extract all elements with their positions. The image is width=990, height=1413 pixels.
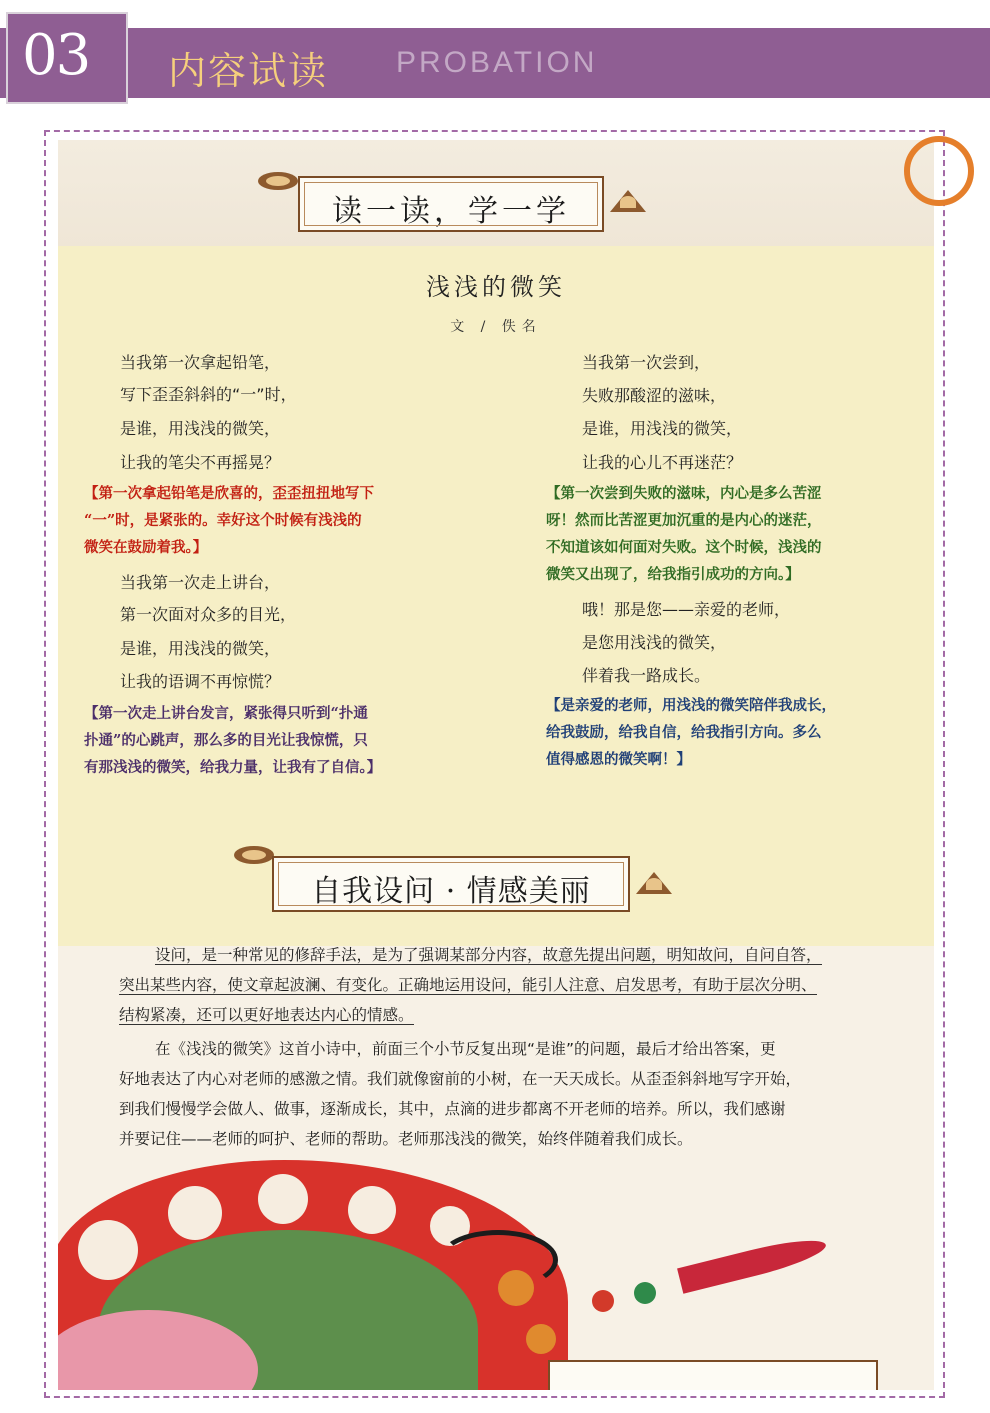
annotation-note-2 (84, 700, 381, 781)
bead-orange (498, 1270, 534, 1306)
section-number: 03 (22, 23, 90, 88)
annotation-note-4 (546, 692, 836, 773)
explanation-paragraph-1 (119, 940, 899, 1030)
poem-line: 第一次面对众多的目光， (120, 605, 297, 624)
annotation-note-1 (84, 480, 374, 561)
bead-orange (526, 1324, 556, 1354)
lotus-ornament-icon (610, 190, 646, 212)
note-line: 值得感恩的微笑啊！】 (546, 751, 691, 768)
poem-author: 文 / 佚名 (450, 319, 542, 335)
text-line: 结构紧凑，还可以更好地表达内心的情感。 (119, 1006, 414, 1024)
section-heading-read: 读一读，学一学 (332, 194, 570, 229)
poem-line: 当我第一次走上讲台， (120, 573, 281, 592)
note-line: 不知道该如何面对失败。这个时候，浅浅的 (546, 539, 822, 556)
pouch-cord (438, 1230, 558, 1290)
corner-ornament (904, 136, 974, 206)
note-line: 微笑在鼓励着我。】 (84, 539, 208, 556)
note-line: 有那浅浅的微笑，给我力量，让我有了自信。】 (84, 759, 382, 776)
note-line: 微笑又出现了，给我指引成功的方向。】 (546, 566, 800, 583)
poem-line: 让我的语调不再惊慌？ (120, 672, 281, 691)
text-line: 到我们慢慢学会做人、做事，逐渐成长，其中，点滴的进步都离不开老师的培养。所以，我们感谢 (119, 1100, 786, 1118)
note-line: 扑通”的心跳声，那么多的目光让我惊慌，只 (84, 732, 368, 749)
text-line: 并要记住——老师的呵护、老师的帮助。老师那浅浅的微笑，始终伴随着我们成长。 (119, 1130, 693, 1148)
poem-line: 是您用浅浅的微笑， (582, 633, 727, 652)
section-tag-read (298, 176, 604, 232)
poem-line: 让我的笔尖不再摇晃？ (120, 453, 281, 472)
poem-line: 当我第一次尝到， (582, 353, 711, 372)
annotation-note-3 (546, 480, 822, 588)
poem-line: 当我第一次拿起铅笔， (120, 353, 281, 372)
poem-line: 是谁，用浅浅的微笑， (120, 419, 281, 438)
text-line: 好地表达了内心对老师的感激之情。我们就像窗前的小树，在一天天成长。从歪歪斜斜地写字开始， (119, 1070, 802, 1088)
text-line: 突出某些内容，使文章起波澜、有变化。正确地运用设问，能引人注意、启发思考，有助于层次分明、 (119, 976, 817, 994)
banner-title: 内容试读 (168, 49, 329, 93)
poem-line: 让我的心儿不再迷茫？ (582, 453, 743, 472)
poem-title: 浅浅的微笑 (426, 273, 566, 301)
poem-line: 写下歪歪斜斜的“一”时， (120, 385, 297, 404)
poem-line: 是谁，用浅浅的微笑， (120, 639, 281, 658)
banner-subtitle-en: PROBATION (396, 46, 598, 79)
note-line: 给我鼓励，给我自信，给我指引方向。多么 (546, 724, 822, 741)
note-line: 【第一次拿起铅笔是欣喜的，歪歪扭扭地写下 (84, 485, 374, 502)
explanation-paragraph-2 (119, 1034, 899, 1154)
section-heading-rhetoric: 自我设问 · 情感美丽 (311, 874, 591, 909)
bead-red (592, 1290, 614, 1312)
note-line: 【第一次尝到失败的滋味，内心是多么苦涩 (546, 485, 822, 502)
note-line: “一”时，是紧张的。幸好这个时候有浅浅的 (84, 512, 362, 529)
note-line: 【是亲爱的老师，用浅浅的微笑陪伴我成长， (546, 697, 836, 714)
book-page (58, 140, 934, 1390)
polka-dot (78, 1220, 138, 1280)
text-line: 设问，是一种常见的修辞手法，是为了强调某部分内容，故意先提出问题，明知故问，自问自答， (155, 946, 822, 964)
polka-dot (348, 1186, 396, 1234)
poem-line: 是谁，用浅浅的微笑， (582, 419, 743, 438)
cloud-ornament-icon (258, 172, 298, 190)
lotus-ornament-icon (636, 872, 672, 894)
poem-line: 伴着我一路成长。 (582, 666, 711, 685)
polka-dot (168, 1186, 222, 1240)
section-tag-rhetoric (272, 856, 630, 912)
poem-line: 失败那酸涩的滋味， (582, 386, 727, 405)
polka-dot (258, 1174, 308, 1224)
note-line: 呀！然而比苦涩更加沉重的是内心的迷茫， (546, 512, 822, 529)
text-line: 在《浅浅的微笑》这首小诗中，前面三个小节反复出现“是谁”的问题，最后才给出答案，更 (155, 1040, 776, 1058)
poem-line: 哦！那是您——亲爱的老师， (582, 600, 791, 619)
bead-green (634, 1282, 656, 1304)
next-section-tag-stub (548, 1360, 878, 1390)
section-number-box (6, 12, 128, 104)
note-line: 【第一次走上讲台发言，紧张得只听到“扑通 (84, 705, 368, 722)
cloud-ornament-icon (234, 846, 274, 864)
